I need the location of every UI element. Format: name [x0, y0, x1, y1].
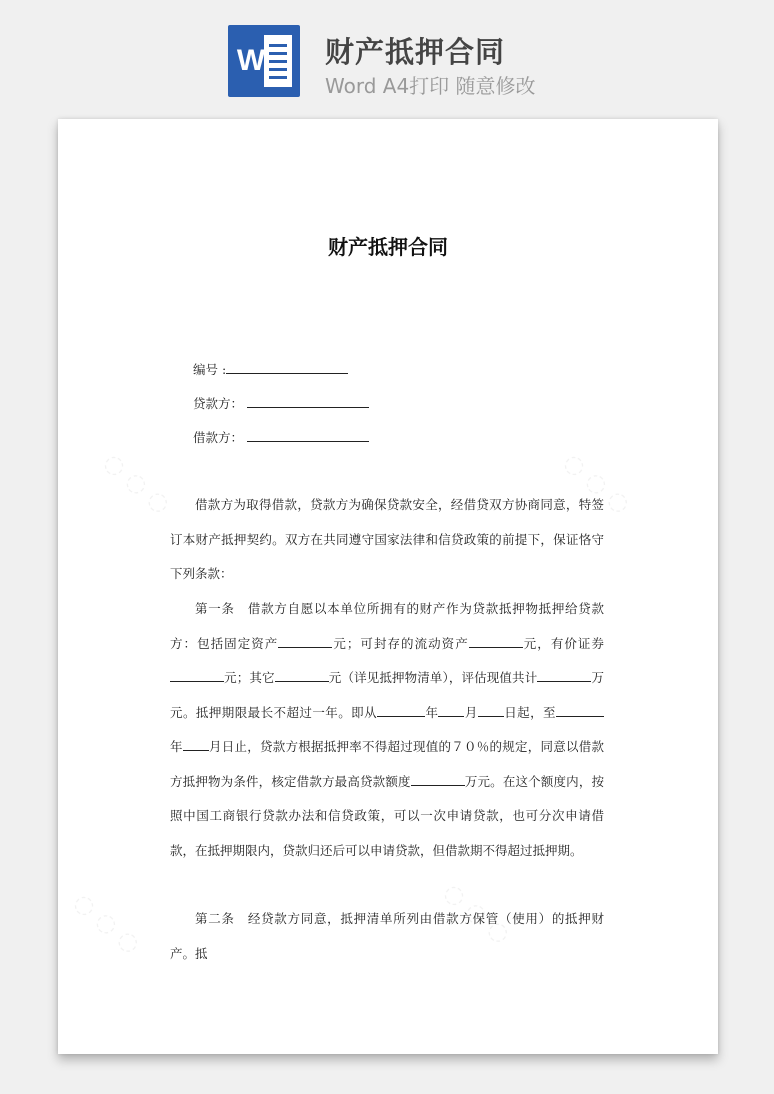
- blank[interactable]: [537, 668, 591, 682]
- blank[interactable]: [170, 668, 224, 682]
- text-span: 月: [464, 704, 478, 720]
- document-page: [58, 119, 718, 1054]
- document-title: 财产抵押合同: [328, 235, 448, 259]
- field-blank[interactable]: [247, 427, 369, 442]
- blank[interactable]: [275, 668, 329, 682]
- word-icon: [228, 25, 300, 97]
- text-span: 万元。在这个额度内，按照中国工商银行贷款办法和信贷政策，可以一次申请贷款，也可分次申请借款，在抵押期限内，贷款归还后可以申请贷款，但借款期不得超过抵押期。: [170, 773, 604, 858]
- word-icon-letter: W: [236, 44, 266, 77]
- blank[interactable]: [411, 772, 465, 786]
- watermark-mark: ◌ ◌ ◌: [68, 887, 146, 959]
- field-lender: [193, 393, 369, 413]
- word-icon-page: [264, 35, 292, 87]
- text-span: 元（详见抵押物清单），评估现值共计: [328, 670, 538, 685]
- text-span: 元，有价证券: [522, 635, 604, 651]
- blank[interactable]: [556, 703, 604, 717]
- blank[interactable]: [478, 703, 504, 717]
- watermark-mark: ◌ ◌ ◌: [438, 877, 516, 949]
- field-blank[interactable]: [247, 393, 369, 408]
- blank[interactable]: [438, 703, 464, 717]
- header-subtitle: Word A4打印 随意修改: [325, 74, 536, 98]
- blank[interactable]: [183, 737, 209, 751]
- text-span: 万元。抵押期限最长不超过一年。即从: [170, 670, 604, 720]
- field-label: 借款方：: [193, 430, 244, 445]
- field-borrower: [193, 427, 369, 447]
- field-number: [193, 359, 348, 379]
- watermark-mark: ◌ ◌ ◌: [558, 447, 636, 519]
- intro-paragraph: 借款方为取得借款，贷款方为确保贷款安全，经借贷双方协商同意，特签订本财产抵押契约。双方在共同遵守国家法律和信贷政策的前提下，保证恪守下列条款：: [170, 497, 604, 581]
- text-span: 年: [425, 704, 439, 720]
- header-title: 财产抵押合同: [325, 35, 506, 69]
- blank[interactable]: [377, 703, 425, 717]
- text-span: 第一条 借款方自愿以本单位所拥有的财产作为贷款抵押物抵押给贷款方：包括固定资产: [170, 601, 604, 651]
- text-span: 日起，至: [503, 704, 556, 720]
- field-blank[interactable]: [226, 359, 348, 374]
- field-label: 贷款方：: [193, 396, 244, 411]
- watermark-mark: ◌ ◌ ◌: [98, 447, 176, 519]
- header-banner: [0, 0, 774, 110]
- text-span: 月日止，贷款方根据抵押率不得超过现值的７０％的规定，同意以借款方抵押物为条件，核定借款方最高贷款额度: [170, 739, 604, 789]
- text-span: 元；其它: [224, 670, 275, 685]
- article-1-paragraph: [170, 592, 604, 868]
- field-label: 编号 :: [193, 362, 227, 377]
- text-span: 元；可封存的流动资产: [332, 635, 469, 651]
- blank[interactable]: [278, 634, 332, 648]
- text-span: 年: [170, 739, 183, 754]
- article-2-paragraph: 第二条 经贷款方同意，抵押清单所列由借款方保管（使用）的抵押财产。抵: [170, 911, 604, 961]
- blank[interactable]: [469, 634, 523, 648]
